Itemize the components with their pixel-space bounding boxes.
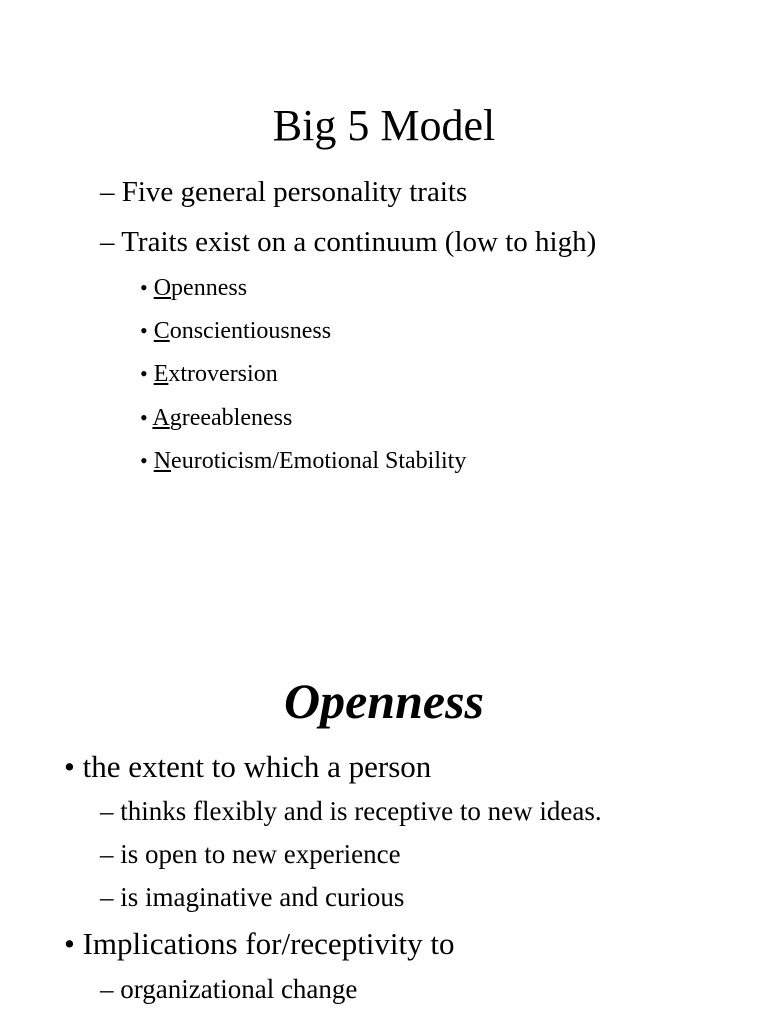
trait-item-openness bbox=[140, 276, 247, 300]
slide-title: Openness bbox=[283, 673, 485, 729]
trait-initial: C bbox=[153, 318, 170, 344]
dash-bullet: – bbox=[100, 226, 115, 258]
sub-list-item bbox=[100, 884, 404, 911]
trait-rest: euroticism/Emotional Stability bbox=[171, 448, 467, 474]
dash-bullet: – bbox=[100, 796, 114, 826]
sub-list-item-text: is open to new experience bbox=[120, 839, 401, 869]
list-item-text: Five general personality traits bbox=[121, 176, 468, 208]
trait-rest: onscientiousness bbox=[169, 318, 332, 344]
sub-list-item bbox=[100, 841, 401, 868]
dash-bullet: – bbox=[100, 882, 114, 912]
list-item bbox=[64, 928, 455, 959]
list-item bbox=[100, 228, 596, 257]
sub-list-item-text: thinks flexibly and is receptive to new ideas. bbox=[120, 796, 602, 826]
sub-list-item bbox=[100, 798, 602, 825]
list-item bbox=[100, 178, 467, 207]
list-item bbox=[64, 751, 431, 782]
bullet-icon: • bbox=[64, 749, 75, 784]
trait-item-extroversion bbox=[140, 362, 278, 386]
bullet-icon: • bbox=[64, 926, 75, 961]
trait-rest: penness bbox=[171, 275, 248, 301]
trait-initial: N bbox=[153, 448, 172, 474]
list-item-text: Implications for/receptivity to bbox=[82, 926, 455, 961]
list-item-text: Traits exist on a continuum (low to high) bbox=[121, 226, 597, 258]
trait-rest: xtroversion bbox=[168, 361, 278, 387]
trait-initial: O bbox=[153, 275, 172, 301]
list-item-text: the extent to which a person bbox=[82, 749, 432, 784]
bullet-icon: • bbox=[140, 405, 148, 430]
trait-rest: greeableness bbox=[169, 405, 293, 431]
trait-item-neuroticism bbox=[140, 449, 466, 473]
dash-bullet: – bbox=[100, 839, 114, 869]
sub-list-item bbox=[100, 976, 357, 1003]
trait-initial: A bbox=[152, 405, 170, 431]
trait-initial: E bbox=[153, 361, 169, 387]
sub-list-item-text: organizational change bbox=[120, 974, 358, 1004]
dash-bullet: – bbox=[100, 974, 114, 1004]
slide-title: Big 5 Model bbox=[272, 101, 496, 150]
dash-bullet: – bbox=[100, 176, 115, 208]
bullet-icon: • bbox=[140, 448, 148, 473]
trait-item-agreeableness bbox=[140, 406, 292, 430]
bullet-icon: • bbox=[140, 275, 148, 300]
bullet-icon: • bbox=[140, 361, 148, 386]
sub-list-item-text: is imaginative and curious bbox=[120, 882, 405, 912]
trait-item-conscientiousness bbox=[140, 319, 331, 343]
bullet-icon: • bbox=[140, 318, 148, 343]
